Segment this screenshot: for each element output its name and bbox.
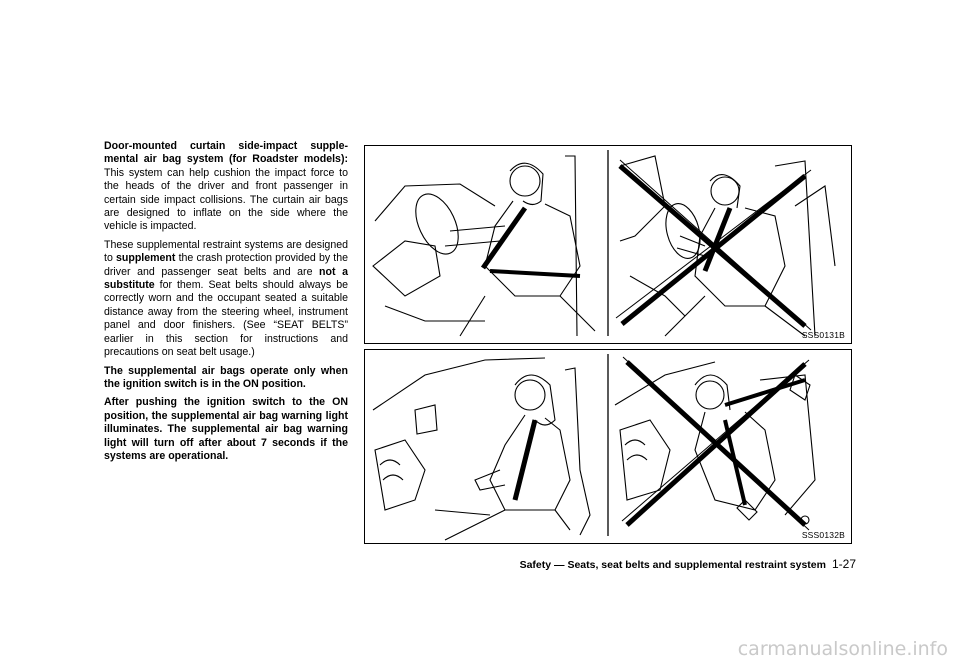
watermark: carmanualsonline.info — [737, 638, 948, 660]
figure-code: SSS0131B — [801, 330, 845, 340]
paragraph-curtain-airbag — [104, 140, 348, 234]
passenger-seating-illustration — [365, 350, 851, 543]
curtain-airbag-heading: Door-mounted curtain side-impact supplemental air bag system (for Roadster models): — [104, 140, 348, 166]
footer-section-title: Safety — Seats, seat belts and supplemental restraint system — [519, 559, 826, 571]
figure-code: SSS0132B — [801, 530, 845, 540]
page-number: 1-27 — [831, 557, 856, 571]
text-span: for them. Seat belts should always be correctly worn and the occupant seated a suitable distance away from the steering wheel, instrument panel and door finishers. (See “SEAT BELTS” earlier in this section for instructions and precautions on seat belt usage.) — [104, 279, 348, 359]
page-footer — [466, 557, 856, 571]
body-text-column — [104, 140, 348, 468]
emphasis-not-substitute: not a substitute — [104, 265, 348, 292]
emphasis-supplement: supplement — [115, 252, 176, 265]
warning-light-note: After pushing the ignition switch to the ON position, the supplemental air bag warning light illuminates. The supplemental air bag warning light will turn off after about 7 seconds if the systems are operational. — [104, 396, 348, 462]
paragraph-ignition-note — [104, 365, 348, 392]
figure-passenger-seating — [364, 349, 852, 544]
text-span: These supplemental restraint systems are designed to — [104, 238, 348, 265]
text-span: the crash protection provided by the driver and passenger seat belts and are — [104, 252, 348, 278]
paragraph-supplemental — [104, 239, 348, 360]
ignition-note: The supplemental air bags operate only when the ignition switch is in the ON position. — [104, 364, 348, 390]
paragraph-warning-light — [104, 396, 348, 463]
driver-seating-illustration — [365, 146, 851, 343]
figure-driver-seating — [364, 145, 852, 344]
curtain-airbag-body: This system can help cushion the impact force to the heads of the driver and front passenger in certain side impact collisions. The curtain air bags are designed to inflate on the side where the vehicle is impacted. — [104, 166, 348, 233]
